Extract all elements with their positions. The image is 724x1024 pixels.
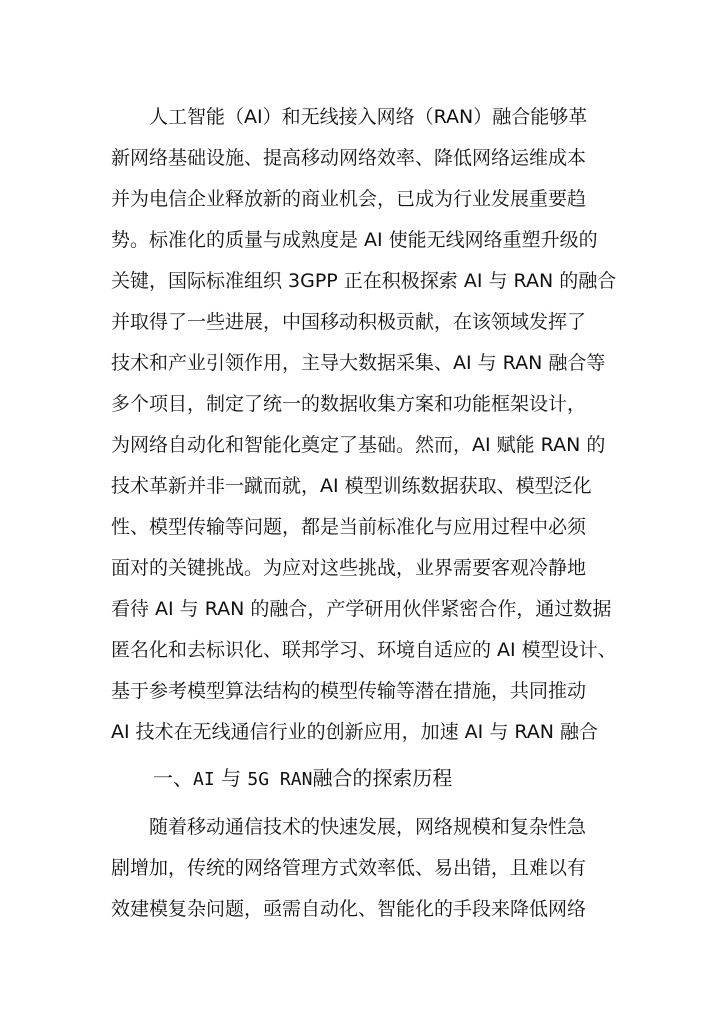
paragraph-line: 多个项目，制定了统一的数据收集方案和功能框架设计， [111,393,587,415]
paragraph-line: 势。标准化的质量与成熟度是 AI 使能无线网络重塑升级的 [111,229,598,251]
paragraph-line: 技术和产业引领作用，主导大数据采集、AI 与 RAN 融合等 [111,352,606,374]
paragraph-line: 为网络自动化和智能化奠定了基础。然而，AI 赋能 RAN 的 [111,434,606,456]
paragraph-line: AI 技术在无线通信行业的创新应用，加速 AI 与 RAN 融合 [111,721,599,743]
heading-rest: 融合的探索历程 [312,766,453,790]
paragraph-line: 性、模型传输等问题，都是当前标准化与应用过程中必须 [111,516,587,538]
paragraph-line: 效建模复杂问题，亟需自动化、智能化的手段来降低网络 [111,898,587,920]
paragraph-line: 匿名化和去标识化、联邦学习、环境自适应的 AI 模型设计、 [111,639,617,661]
paragraph-line: 剧增加，传统的网络管理方式效率低、易出错，且难以有 [111,857,587,879]
heading-number: 一、 [153,766,193,790]
paragraph-line: 基于参考模型算法结构的模型传输等潜在措施，共同推动 [111,680,587,702]
paragraph-line: 人工智能（AI）和无线接入网络（RAN）融合能够革 [149,106,588,128]
heading-term-5g-ran: 5G RAN [247,769,313,790]
paragraph-line: 并取得了一些进展，中国移动积极贡献，在该领域发挥了 [111,311,587,333]
section-heading [153,762,452,794]
paragraph-line: 技术革新并非一蹴而就，AI 模型训练数据获取、模型泛化 [111,475,592,497]
paragraph-line: 关键，国际标准组织 3GPP 正在积极探索 AI 与 RAN 的融合 [111,270,617,292]
paragraph-line: 新网络基础设施、提高移动网络效率、降低网络运维成本 [111,147,587,169]
heading-term-ai: AI [193,769,215,790]
paragraph-line: 随着移动通信技术的快速发展，网络规模和复杂性急 [149,816,587,838]
paragraph-line: 并为电信企业释放新的商业机会，已成为行业发展重要趋 [111,188,587,210]
heading-conjunction: 与 [221,766,242,790]
paragraph-line: 面对的关键挑战。为应对这些挑战，业界需要客观冷静地 [111,557,587,579]
paragraph-line: 看待 AI 与 RAN 的融合，产学研用伙伴紧密合作，通过数据 [111,598,612,620]
